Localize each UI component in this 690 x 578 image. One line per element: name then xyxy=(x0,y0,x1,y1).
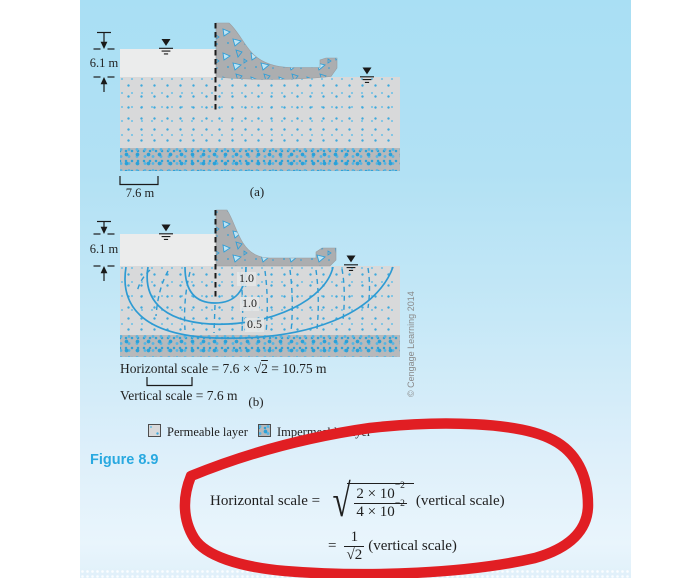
legend-swatch-permeable xyxy=(148,424,161,437)
halftone-strip xyxy=(80,569,631,578)
hscale-prefix: Horizontal scale = 7.6 × xyxy=(120,361,254,376)
radical-sign: √ xyxy=(332,474,351,526)
scale-bracket-b xyxy=(147,377,192,386)
vertical-scale-text: Vertical scale = 7.6 m xyxy=(120,388,238,403)
radical-expression xyxy=(329,474,414,526)
dam-a xyxy=(216,23,337,79)
legend-label-impermeable: Impermeable layer xyxy=(277,424,372,439)
scale-label-a: 7.6 m xyxy=(125,186,155,200)
legend-label-permeable: Permeable layer xyxy=(167,424,248,439)
water-table-icon xyxy=(360,68,374,83)
flow-label: 1.0 xyxy=(242,296,257,310)
fraction-2-denominator: 2 xyxy=(354,546,363,563)
water-table-icon xyxy=(344,256,358,271)
numerator-exponent: −2 xyxy=(394,481,405,492)
equation-rhs-2: (vertical scale) xyxy=(368,537,457,554)
equation-lhs: Horizontal scale = xyxy=(210,492,321,509)
water-table-icon xyxy=(159,225,173,240)
depth-label-b: 6.1 m xyxy=(89,242,119,256)
equation-rhs-1: (vertical scale) xyxy=(415,492,505,509)
hscale-radicand: 2 xyxy=(261,361,268,376)
fraction-numerator: 2 × 10 xyxy=(356,486,395,503)
copyright-note: © Cengage Learning 2014 xyxy=(406,291,416,397)
denominator-exponent: −2 xyxy=(394,499,405,510)
water-table-icon xyxy=(159,39,173,54)
flow-label: 1.0 xyxy=(239,271,254,285)
fraction-denominator: 4 × 10 xyxy=(356,504,395,521)
caption-a: (a) xyxy=(249,184,265,199)
equation-line-1 xyxy=(210,476,505,526)
figure-number-label: Figure 8.9 xyxy=(90,452,159,468)
depth-label-a: 6.1 m xyxy=(89,56,119,70)
diagram-a xyxy=(94,23,375,185)
sqrt-sign: √ xyxy=(253,361,262,376)
fraction-2-numerator: 1 xyxy=(350,528,359,545)
hscale-suffix: = 10.75 m xyxy=(267,361,327,376)
fraction-2 xyxy=(344,529,364,564)
dam-b xyxy=(216,210,336,266)
figure-panel xyxy=(80,0,631,578)
equals-sign: = xyxy=(328,537,337,554)
equation-line-2 xyxy=(328,527,457,565)
sqrt-sign: √ xyxy=(346,546,355,563)
caption-b: (b) xyxy=(248,394,264,409)
fraction xyxy=(354,481,407,521)
flow-label: 0.5 xyxy=(247,317,262,331)
scale-bracket-a xyxy=(120,176,158,185)
horizontal-scale-text xyxy=(120,361,327,377)
legend-swatch-impermeable xyxy=(258,424,271,437)
